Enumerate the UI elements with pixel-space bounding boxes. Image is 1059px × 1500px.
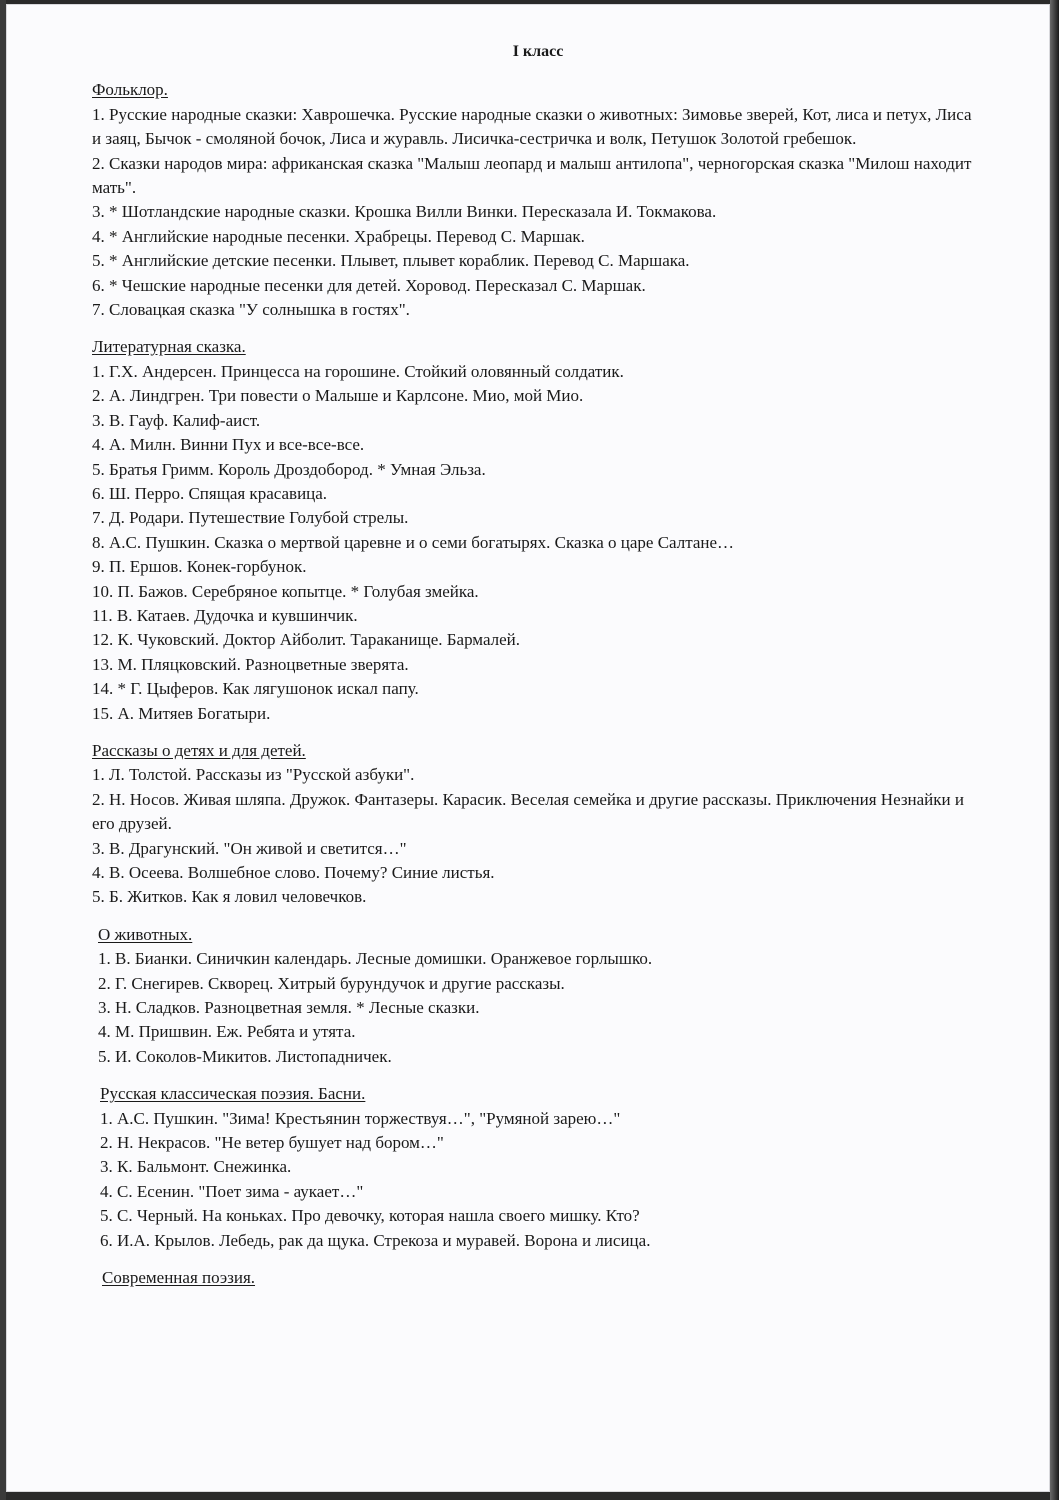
list-item: 5. С. Черный. На коньках. Про девочку, которая нашла своего мишку. Кто? <box>100 1206 640 1226</box>
list-item: 8. А.С. Пушкин. Сказка о мертвой царевне и о семи богатырях. Сказка о царе Салтане… <box>92 532 735 552</box>
list-item: 15. А. Митяев Богатыри. <box>92 703 271 723</box>
list-item: 3. К. Бальмонт. Снежинка. <box>100 1157 292 1177</box>
section-modern-poetry <box>88 1266 978 1290</box>
section-heading: О животных. <box>98 924 193 944</box>
page-title: I класс <box>512 43 564 60</box>
list-item: 5. И. Соколов-Микитов. Листопадничек. <box>98 1046 392 1066</box>
list-item: 1. Г.Х. Андерсен. Принцесса на горошине. Стойкий оловянный солдатик. <box>92 361 624 381</box>
scan-border-right <box>1050 0 1059 1500</box>
list-item: 4. М. Пришвин. Еж. Ребята и утята. <box>98 1022 356 1042</box>
section-stories-about-children <box>88 739 978 910</box>
reading-list <box>88 78 978 1290</box>
list-item: 5. Братья Гримм. Король Дроздобород. * Умная Эльза. <box>92 459 486 479</box>
list-item: 10. П. Бажов. Серебряное копытце. * Голубая змейка. <box>92 581 479 601</box>
list-item: 4. А. Милн. Винни Пух и все-все-все. <box>92 435 365 455</box>
list-item: 2. Н. Некрасов. "Не ветер бушует над бором…" <box>100 1133 444 1153</box>
list-item: 7. Д. Родари. Путешествие Голубой стрелы. <box>92 508 409 528</box>
list-item: 4. С. Есенин. "Поет зима - аукает…" <box>100 1181 364 1201</box>
section-classic-poetry <box>88 1082 978 1253</box>
list-item: 3. Н. Сладков. Разноцветная земля. * Лесные сказки. <box>98 998 480 1018</box>
document-page <box>6 4 1050 1492</box>
list-item: 7. Словацкая сказка "У солнышка в гостях". <box>92 300 410 320</box>
list-item: 9. П. Ершов. Конек-горбунок. <box>92 557 307 577</box>
section-heading: Современная поэзия. <box>102 1268 256 1288</box>
list-item: 3. В. Гауф. Калиф-аист. <box>92 410 261 430</box>
section-about-animals <box>88 923 978 1069</box>
list-item: 2. Сказки народов мира: африканская сказка "Малыш леопард и малыш антилопа", черногорская сказка "Милош находит мать". <box>92 153 972 198</box>
list-item: 11. В. Катаев. Дудочка и кувшинчик. <box>92 605 358 625</box>
list-item: 6. * Чешские народные песенки для детей. Хоровод. Пересказал С. Маршак. <box>92 275 646 295</box>
section-folklore <box>88 78 978 322</box>
list-item: 2. Н. Носов. Живая шляпа. Дружок. Фантазеры. Карасик. Веселая семейка и другие рассказы. Приключения Незнайки и его друзей. <box>92 789 964 834</box>
list-item: 12. К. Чуковский. Доктор Айболит. Тараканище. Бармалей. <box>92 630 521 650</box>
list-item: 5. * Английские детские песенки. Плывет, плывет кораблик. Перевод С. Маршака. <box>92 251 690 271</box>
section-heading: Литературная сказка. <box>92 337 246 357</box>
list-item: 3. В. Драгунский. "Он живой и светится…" <box>92 838 407 858</box>
list-item: 2. А. Линдгрен. Три повести о Малыше и Карлсоне. Мио, мой Мио. <box>92 386 584 406</box>
list-item: 1. А.С. Пушкин. "Зима! Крестьянин торжествуя…", "Румяной зарею…" <box>100 1108 621 1128</box>
list-item: 13. М. Пляцковский. Разноцветные зверята. <box>92 654 409 674</box>
document-content <box>88 40 978 1291</box>
section-heading: Рассказы о детях и для детей. <box>92 740 306 760</box>
section-literary-tale <box>88 335 978 726</box>
list-item: 1. Русские народные сказки: Хаврошечка. Русские народные сказки о животных: Зимовье зверей, Кот, лиса и петух, Лиса и заяц, Бычок - смоляной бочок, Лиса и журавль. Лисичка-сестричка и волк, Петушок Золотой гребешок. <box>92 104 972 149</box>
list-item: 2. Г. Снегирев. Скворец. Хитрый бурундучок и другие рассказы. <box>98 973 565 993</box>
list-item: 3. * Шотландские народные сказки. Крошка Вилли Винки. Пересказала И. Токмакова. <box>92 202 717 222</box>
section-heading: Фольклор. <box>92 80 168 100</box>
section-heading: Русская классическая поэзия. Басни. <box>100 1084 366 1104</box>
list-item: 4. В. Осеева. Волшебное слово. Почему? Синие листья. <box>92 863 495 882</box>
list-item: 5. Б. Житков. Как я ловил человечков. <box>92 887 367 907</box>
list-item: 6. Ш. Перро. Спящая красавица. <box>92 483 328 503</box>
list-item: 1. В. Бианки. Синичкин календарь. Лесные домишки. Оранжевое горлышко. <box>98 949 653 969</box>
list-item: 6. И.А. Крылов. Лебедь, рак да щука. Стрекоза и муравей. Ворона и лисица. <box>100 1230 651 1250</box>
list-item: 1. Л. Толстой. Рассказы из "Русской азбуки". <box>92 765 415 785</box>
list-item: 14. * Г. Цыферов. Как лягушонок искал папу. <box>92 679 419 699</box>
list-item: 4. * Английские народные песенки. Храбрецы. Перевод С. Маршак. <box>92 226 585 246</box>
